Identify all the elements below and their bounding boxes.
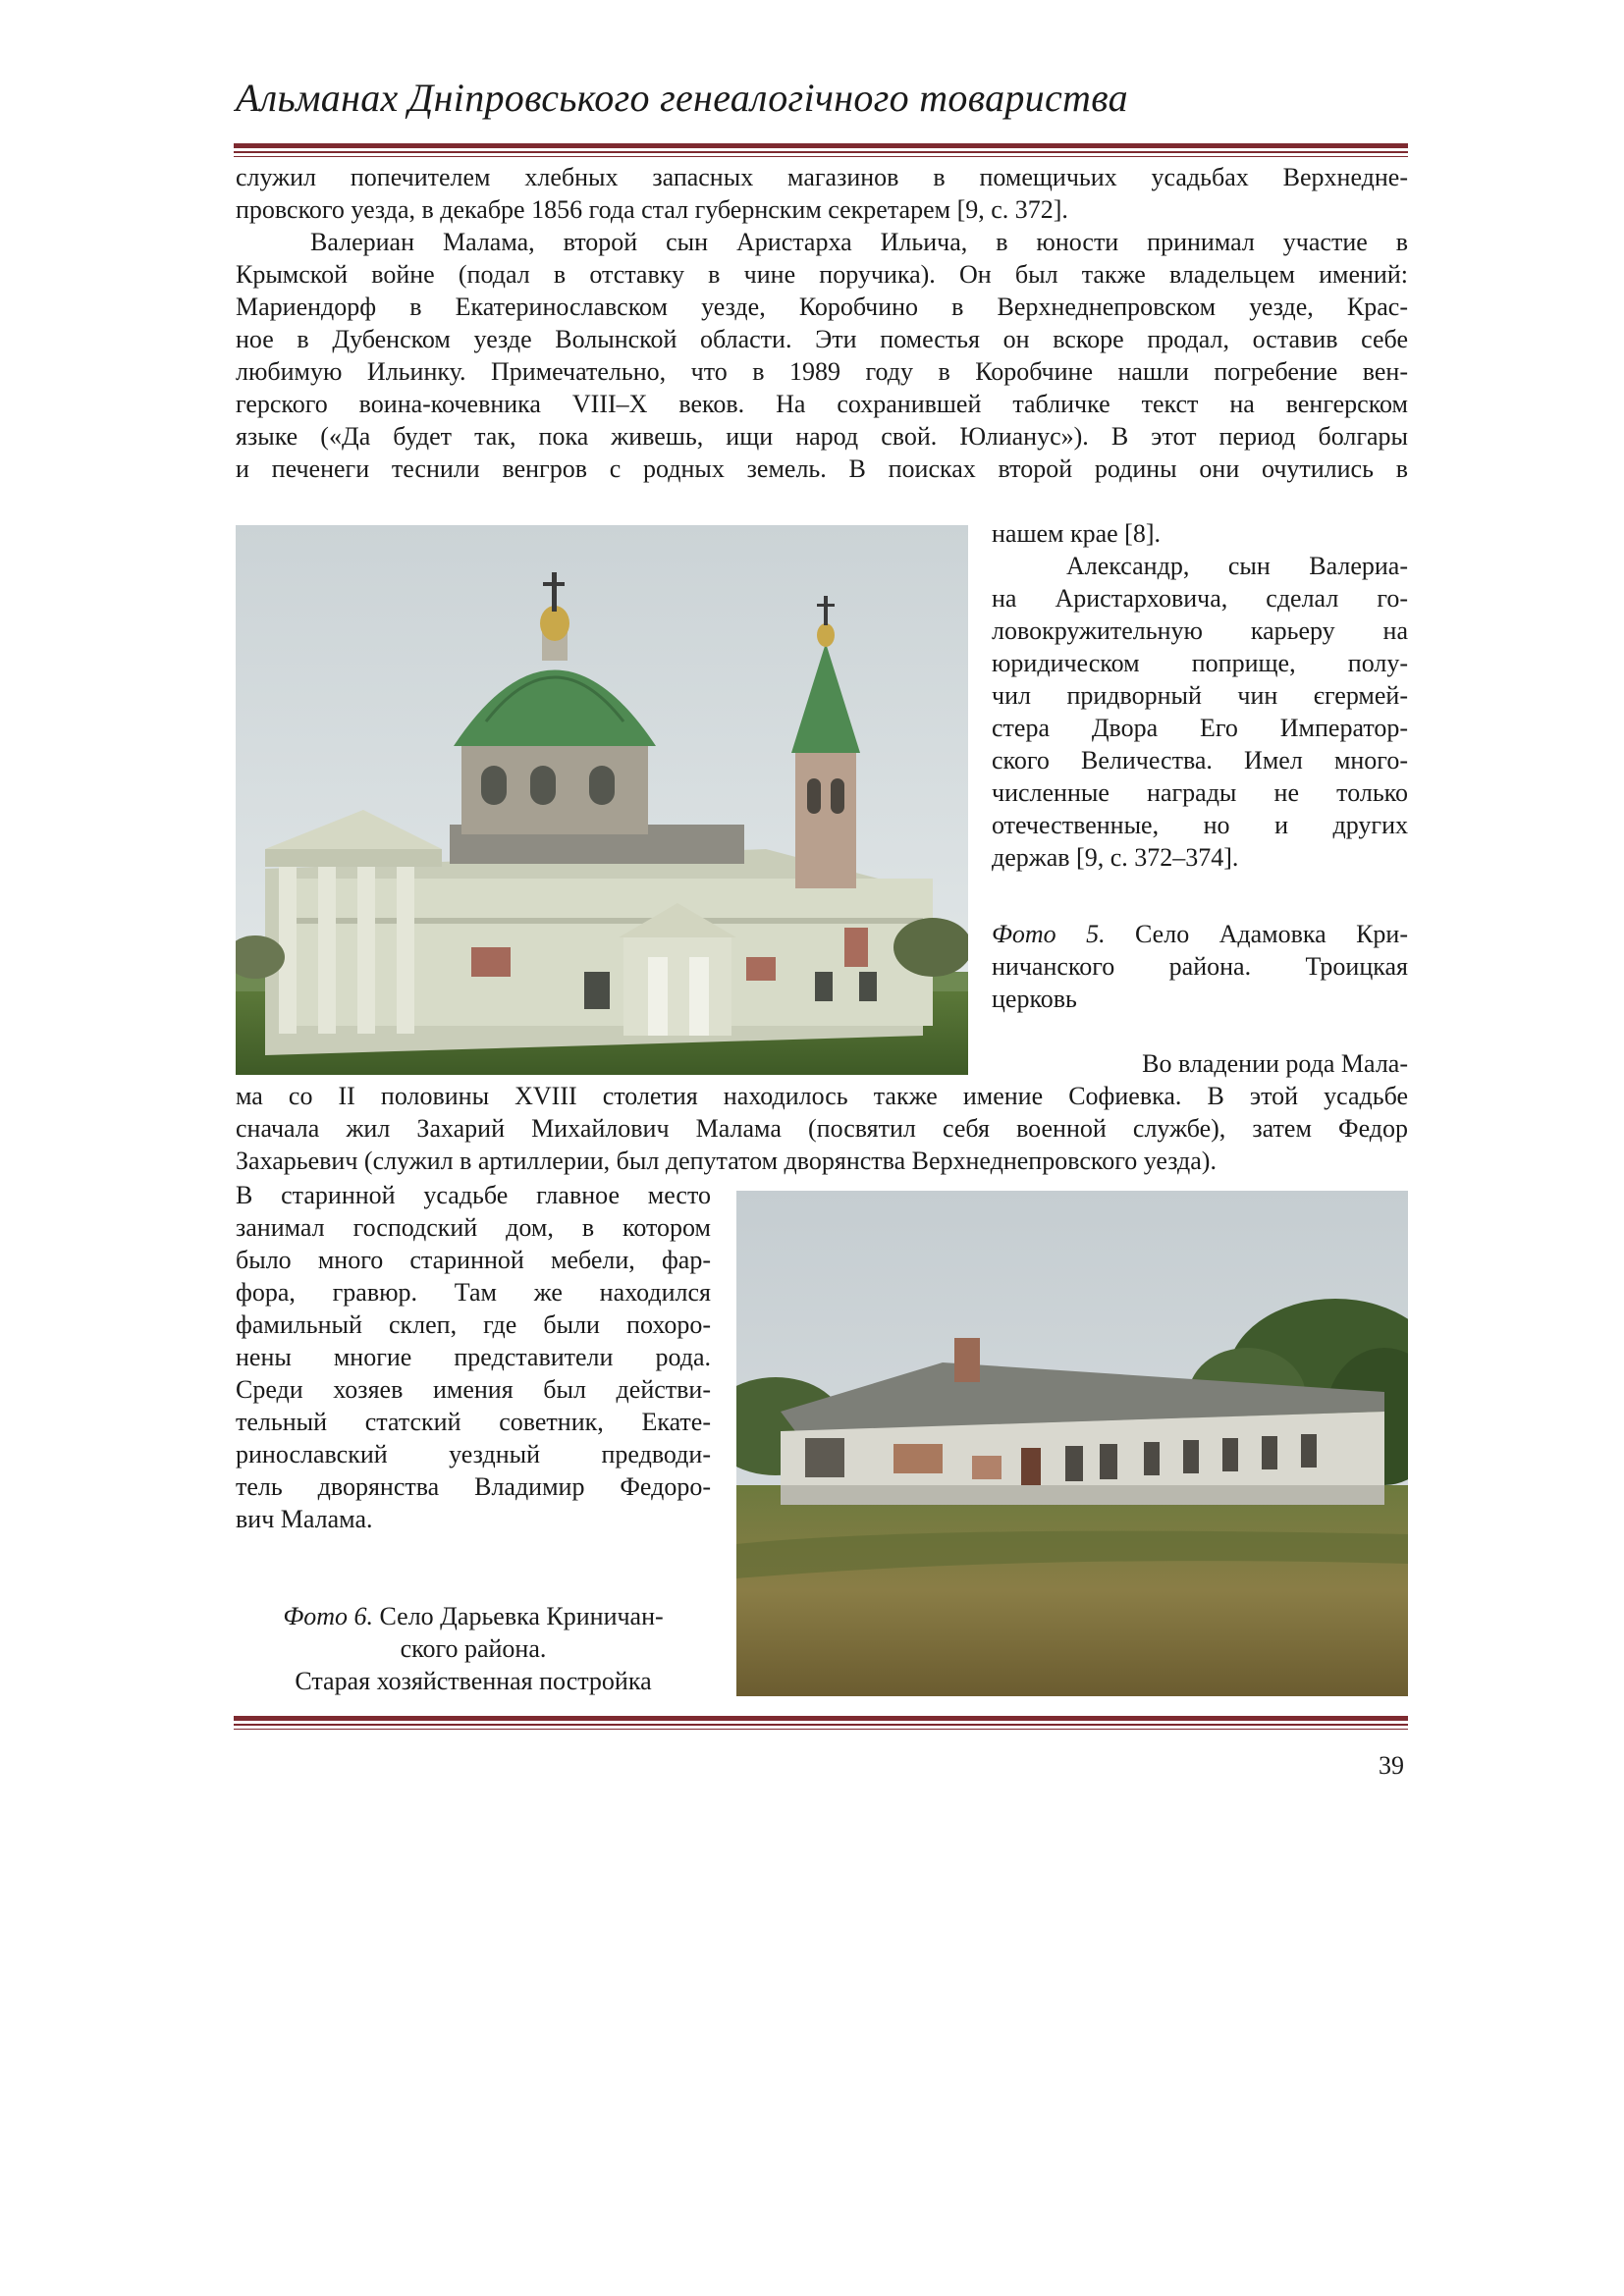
- text-line: ма со II половины XVIII столетия находилось также имение Софиевка. В этой усадьбе: [236, 1082, 1408, 1110]
- paragraph-4: [236, 1080, 1408, 1177]
- text-line: и печенеги теснили венгров с родных земель. В поисках второй родины они очутились в: [236, 454, 1408, 483]
- text-line: ловокружительную карьеру на: [992, 616, 1408, 645]
- text-line: ского Величества. Имел много-: [992, 746, 1408, 774]
- text-line: ное в Дубенском уезде Волынской области. Эти поместья он вскоре продал, оставив себе: [236, 325, 1408, 353]
- caption-text: Старая хозяйственная постройка: [295, 1667, 652, 1695]
- photo-church: [236, 525, 968, 1075]
- text-line: Крымской войне (подал в отставку в чине поручика). Он был также владельцем имений:: [236, 260, 1408, 289]
- text-line: вич Малама.: [236, 1505, 373, 1533]
- text-line: Среди хозяев имения был действи-: [236, 1375, 711, 1404]
- text-line: Валериан Малама, второй сын Аристарха Ильича, в юности принимал участие в: [310, 228, 1408, 256]
- photo-building-caption: [236, 1600, 711, 1697]
- text-line: тель дворянства Владимир Федоро-: [236, 1472, 711, 1501]
- text-line: В старинной усадьбе главное место: [236, 1181, 711, 1209]
- header-rule: [234, 143, 1408, 157]
- page-number: 39: [1379, 1751, 1404, 1780]
- paragraph-1: [236, 161, 1408, 226]
- church-illustration: [236, 525, 968, 1075]
- text-line: на Аристарховича, сделал го-: [992, 584, 1408, 613]
- paragraph-2: [236, 226, 1408, 485]
- text-line: провского уезда, в декабре 1856 года стал губернским секретарем [9, с. 372].: [236, 195, 1068, 224]
- text-line: численные награды не только: [992, 778, 1408, 807]
- photo-church-caption: [992, 918, 1408, 1015]
- text-line: занимал господский дом, в котором: [236, 1213, 711, 1242]
- footer-rule: [234, 1716, 1408, 1730]
- text-line: было много старинной мебели, фар-: [236, 1246, 711, 1274]
- caption-text: церковь: [992, 985, 1077, 1013]
- text-line: служил попечителем хлебных запасных магазинов в помещичьих усадьбах Верхнедне-: [236, 163, 1408, 191]
- caption-text: Село Адамовка Кри-: [1105, 920, 1409, 948]
- text-line: Мариендорф в Екатеринославском уезде, Коробчино в Верхнеднепровском уезде, Крас-: [236, 293, 1408, 321]
- paragraph-2-end: [992, 517, 1408, 550]
- text-line: нашем крае [8].: [992, 519, 1161, 548]
- caption-label: Фото 6.: [283, 1602, 373, 1630]
- text-line: чил придворный чин єгермей-: [992, 681, 1408, 710]
- caption-text: ничанского района. Троицкая: [992, 952, 1408, 981]
- text-line: Во владении рода Мала-: [1142, 1049, 1408, 1078]
- text-line: сначала жил Захарий Михайлович Малама (посвятил себя военной службе), затем Федор: [236, 1114, 1408, 1143]
- text-line: юридическом поприще, полу-: [992, 649, 1408, 677]
- text-line: нены многие представители рода.: [236, 1343, 711, 1371]
- text-line: отечественные, но и других: [992, 811, 1408, 839]
- text-line: тельный статский советник, Екате-: [236, 1408, 711, 1436]
- text-line: держав [9, с. 372–374].: [992, 843, 1239, 872]
- paragraph-3: [992, 550, 1408, 874]
- text-line: Александр, сын Валериа-: [1066, 552, 1408, 580]
- building-illustration: [736, 1191, 1408, 1696]
- photo-farm-building: [736, 1191, 1408, 1696]
- caption-label: Фото 5.: [992, 920, 1106, 948]
- text-line: языке («Да будет так, пока живешь, ищи народ свой. Юлианус»). В этот период болгары: [236, 422, 1408, 451]
- text-line: стера Двора Его Император-: [992, 714, 1408, 742]
- text-line: герского воина-кочевника VIII–X веков. На сохранившей табличке текст на венгерском: [236, 390, 1408, 418]
- text-line: любимую Ильинку. Примечательно, что в 1989 году в Коробчине нашли погребение вен-: [236, 357, 1408, 386]
- caption-text: ского района.: [400, 1634, 547, 1663]
- text-line: ринославский уездный предводи-: [236, 1440, 711, 1468]
- running-title: Альманах Дніпровського генеалогічного товариства: [236, 76, 1128, 120]
- text-line: фора, гравюр. Там же находился: [236, 1278, 711, 1307]
- paragraph-4-start: [992, 1047, 1408, 1080]
- text-line: Захарьевич (служил в артиллерии, был депутатом дворянства Верхнеднепровского уезда).: [236, 1147, 1217, 1175]
- caption-text: Село Дарьевка Криничан-: [373, 1602, 664, 1630]
- paragraph-5: [236, 1179, 711, 1535]
- text-line: фамильный склеп, где были похоро-: [236, 1310, 711, 1339]
